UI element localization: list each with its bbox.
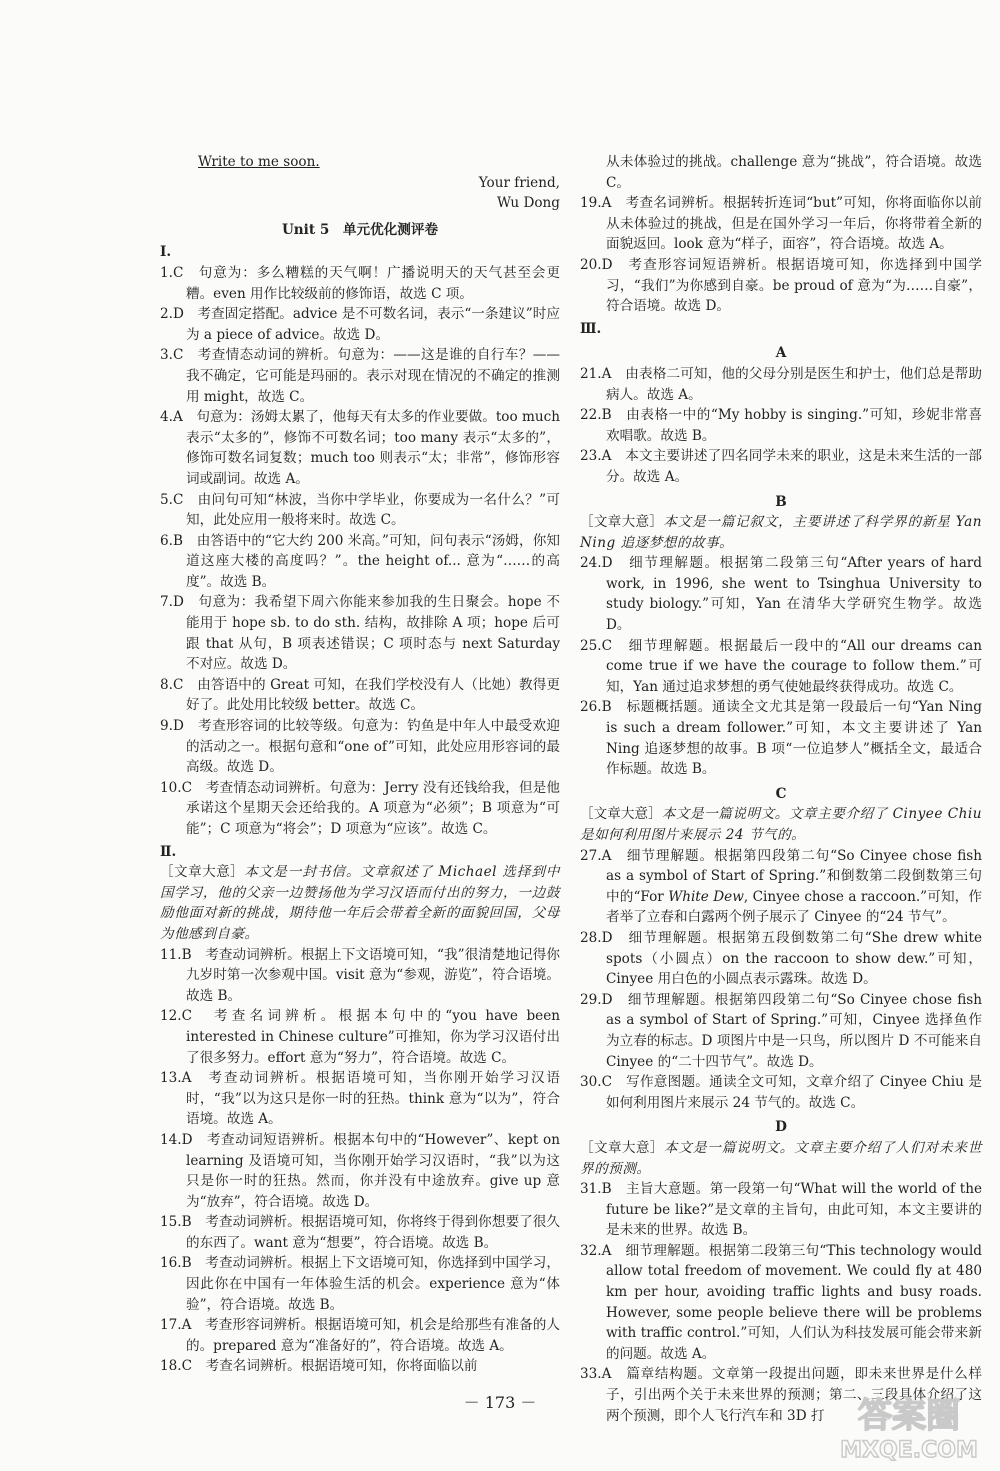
letter-closing: Write to me soon. bbox=[198, 154, 320, 170]
letter-signature: Wu Dong bbox=[496, 195, 560, 212]
answer-27 bbox=[580, 846, 982, 928]
answer-6: 6.B 由答语中的“它大约 200 米高。”可知，问句表示“汤姆，你知道这座大楼的高度吗？”。the height of... 意为“……的高度”。故选 B。 bbox=[160, 532, 560, 590]
summary-b bbox=[580, 512, 982, 553]
answer-2: 2.D 考查固定搭配。advice 是不可数名词，表示“一条建议”时应为 a piece of advice。故选 D。 bbox=[160, 306, 560, 343]
answer-17: 17.A 考查形容词辨析。根据语境可知，机会是给那些有准备的人的。prepared 意为“准备好的”，符合语境。故选 A。 bbox=[160, 1317, 560, 1354]
watermark-icon bbox=[834, 1385, 984, 1465]
answer-28: 28.D 细节理解题。根据第五段倒数第二句“She drew white spots（小圆点）on the raccoon to show dew.”可知，Cinyee 用白色的小圆点表示露珠。故选 D。 bbox=[580, 929, 982, 988]
answer-7: 7.D 句意为：我希望下周六你能来参加我的生日聚会。hope 不能用于 hope sb. to do sth. 结构，故排除 A 项；hope 后可跟 that 从句，B 项表述错误；C 项时态与 next Saturday 不对应。故选 D。 bbox=[160, 594, 560, 673]
answer-21: 21.A 由表格二可知，他的父母分别是医生和护士，他们总是帮助病人。故选 A。 bbox=[580, 365, 982, 403]
summary-c bbox=[580, 804, 982, 845]
answer-18: 18.C 考查名词辨析。根据语境可知，你将面临以前 bbox=[160, 1358, 478, 1375]
answer-19: 19.A 考查名词辨析。根据转折连词“but”可知，你将面临你以前从未体验过的挑战，但是在国外学习一年后，你将带着全新的面貌返回。look 意为“样子，面容”，符合语境。故选 A。 bbox=[580, 195, 982, 253]
summary-ii bbox=[160, 862, 560, 944]
answer-18-continued: 从未体验过的挑战。challenge 意为“挑战”，符合语境。故选 C。 bbox=[606, 154, 982, 191]
summary-text: 本文是一篇说明文。文章主要介绍了 Cinyee Chiu 是如何利用图片来展示 24 节气的。 bbox=[580, 806, 982, 843]
watermark-line1: 答案圈 bbox=[858, 1396, 960, 1436]
answer-26: 26.B 标题概括题。通读全文尤其是第一段最后一句“Yan Ning is such a dream follower.”可知，本文主要讲述了 Yan Ning 追逐梦想的故事。B 项“一位追梦人”概括全文，最适合作标题。故选 B。 bbox=[580, 699, 982, 778]
section-heading-2: Ⅱ. bbox=[160, 843, 177, 860]
answer-25: 25.C 细节理解题。根据最后一段中的“All our dreams can come true if we have the courage to follow them.”可知，Yan 通过追求梦想的勇气使她最终获得成功。故选 C。 bbox=[580, 637, 982, 695]
answer-12: 12.C 考查名词辨析。根据本句中的“you have been interested in Chinese culture”可推知，你为学习汉语付出了很多努力。effort 意为“努力”，符合语境。故选 C。 bbox=[160, 1008, 560, 1066]
answer-5: 5.C 由问句可知“林波，当你中学毕业，你要成为一名什么？”可知，此处应用一般将来时。故选 C。 bbox=[160, 491, 560, 529]
summary-d bbox=[580, 1138, 982, 1179]
answer-14: 14.D 考查动词短语辨析。根据本句中的“However”、kept on learning 及语境可知，当你刚开始学习汉语时，“我”以为这只是你一时的狂热。然而，你并没有中途放弃。give up 意为“放弃”，符合语境。故选 D。 bbox=[160, 1131, 560, 1210]
answer-29: 29.D 细节理解题。根据第四段第二句“So Cinyee chose fish as a symbol of Start of Spring.”可知，Cinyee 选择鱼作为立春的标志。D 项图片中是一只鸟，所以图片 D 不可能来自 Cinyee 的“二十四节气”。故选 D。 bbox=[580, 991, 982, 1070]
answer-30: 30.C 写作意图题。通读全文可知，文章介绍了 Cinyee Chiu 是如何利用图片来展示 24 节气的。故选 C。 bbox=[580, 1074, 982, 1111]
answer-32: 32.A 细节理解题。根据第二段第三句“This technology would allow total freedom of movement. We could fly at 480 km per hour, avoiding traffic lights and busy roads. However, some people believe there will be problems with traffic control.”可知，人们认为科技发展可能会带来新的问题。故选 A。 bbox=[580, 1242, 982, 1362]
summary-label: ［文章大意］ bbox=[580, 1139, 664, 1156]
watermark-line2: MXQE.COM bbox=[840, 1438, 978, 1463]
summary-label: ［文章大意］ bbox=[160, 864, 245, 881]
answer-10: 10.C 考查情态动词辨析。句意为：Jerry 没有还钱给我，但是他承诺这个星期天会还给我的。A 项意为“必须”；B 项意为“可能”；C 项意为“将会”；D 项意为“应该”。故选 C。 bbox=[160, 779, 560, 837]
summary-label: ［文章大意］ bbox=[580, 806, 662, 823]
answer-27-italic: White Dew bbox=[668, 888, 744, 905]
answer-33: 33.A 篇章结构题。文章第一段提出问题，即未来世界是什么样子，引出两个关于未来世界的预测；第二、三段具体介绍了这两个预测，即个人飞行汽车和 3D 打 bbox=[580, 1366, 982, 1424]
answer-3: 3.C 考查情态动词的辨析。句意为：——这是谁的自行车？——我不确定，它可能是玛丽的。表示对现在情况的不确定的推测用 might，故选 C。 bbox=[160, 347, 560, 405]
left-column bbox=[160, 152, 560, 1377]
answer-27-part2: , Cinyee chose a raccoon.”可知，作者举了立春和白露两个例子展示了 Cinyee 的“24 节气”。 bbox=[606, 888, 982, 926]
summary-label: ［文章大意］ bbox=[580, 514, 664, 531]
right-column bbox=[580, 152, 982, 1426]
answer-9: 9.D 考查形容词的比较等级。句意为：钓鱼是中年人中最受欢迎的活动之一。根据句意和“one of”可知，此处应用形容词的最高级。故选 D。 bbox=[160, 718, 560, 776]
answer-4: 4.A 句意为：汤姆太累了，他每天有太多的作业要做。too much 表示“太多的”，修饰不可数名词；too many 表示“太多的”，修饰可数名词复数；much too 则表示“太；非常”，修饰形容词或副词。故选 A。 bbox=[160, 409, 560, 487]
answer-27-part1: 27.A 细节理解题。根据第四段第二句“So Cinyee chose fish as a symbol of Start of Spring.”和倒数第二段倒数第三句中的“For bbox=[580, 847, 982, 905]
part-d-heading: D bbox=[775, 1119, 787, 1136]
answer-20: 20.D 考查形容词短语辨析。根据语境可知，你选择到中国学习，“我们”为你感到自豪。be proud of 意为“为……自豪”，符合语境。故选 D。 bbox=[580, 256, 982, 315]
summary-text: 本文是一篇记叙文，主要讲述了科学界的新星 Yan Ning 追逐梦想的故事。 bbox=[580, 514, 982, 551]
answer-13: 13.A 考查动词辨析。根据语境可知，当你刚开始学习汉语时，“我”以为这只是你一时的狂热。think 意为“以为”，符合语境。故选 A。 bbox=[160, 1070, 560, 1128]
answer-16: 16.B 考查动词辨析。根据上下文语境可知，你选择到中国学习，因此你在中国有一年体验生活的机会。experience 意为“体验”，符合语境。故选 B。 bbox=[160, 1255, 560, 1313]
part-c-heading: C bbox=[775, 785, 787, 802]
answer-1: 1.C 句意为：多么糟糕的天气啊！广播说明天的天气甚至会更糟。even 用作比较级前的修饰语，故选 C 项。 bbox=[160, 264, 560, 302]
answer-11: 11.B 考查动词辨析。根据上下文语境可知，“我”很清楚地记得你九岁时第一次参观中国。visit 意为“参观，游览”，符合语境。故选 B。 bbox=[160, 946, 560, 1004]
answer-15: 15.B 考查动词辨析。根据语境可知，你将终于得到你想要了很久的东西了。want 意为“想要”，符合语境。故选 B。 bbox=[160, 1214, 560, 1251]
section-heading-1: Ⅰ. bbox=[160, 244, 172, 261]
page-number: － 173 － bbox=[463, 1393, 537, 1412]
section-heading-3: Ⅲ. bbox=[580, 320, 602, 337]
summary-text: 本文是一封书信。文章叙述了 Michael 选择到中国学习，他的父亲一边赞扬他为学习汉语而付出的努力，一边鼓励他面对新的挑战，期待他一年后会带着全新的面貌回国，父母为他感到自豪。 bbox=[160, 864, 560, 942]
letter-signoff: Your friend, bbox=[478, 174, 560, 191]
answer-23: 23.A 本文主要讲述了四名同学未来的职业，这是未来生活的一部分。故选 A。 bbox=[580, 448, 982, 485]
answer-22: 22.B 由表格一中的“My hobby is singing.”可知，珍妮非常喜欢唱歌。故选 B。 bbox=[580, 407, 982, 444]
unit-title: Unit 5 单元优化测评卷 bbox=[281, 221, 439, 238]
part-b-heading: B bbox=[775, 493, 787, 510]
part-a-heading: A bbox=[775, 345, 787, 362]
answer-31: 31.B 主旨大意题。第一段第一句“What will the world of the future be like?”是文章的主旨句，由此可知，本文主要讲的是未来的世界。故选 B。 bbox=[580, 1181, 982, 1239]
answer-24: 24.D 细节理解题。根据第二段第三句“After years of hard work, in 1996, she went to Tsinghua University to study biology.”可知，Yan 在清华大学研究生物学。故选 D。 bbox=[580, 555, 982, 634]
answer-8: 8.C 由答语中的 Great 可知，在我们学校没有人（比她）教得更好了。此处用比较级 better。故选 C。 bbox=[160, 676, 560, 714]
watermark-logo bbox=[834, 1385, 984, 1465]
summary-text: 本文是一篇说明文。文章主要介绍了人们对未来世界的预测。 bbox=[580, 1139, 983, 1177]
